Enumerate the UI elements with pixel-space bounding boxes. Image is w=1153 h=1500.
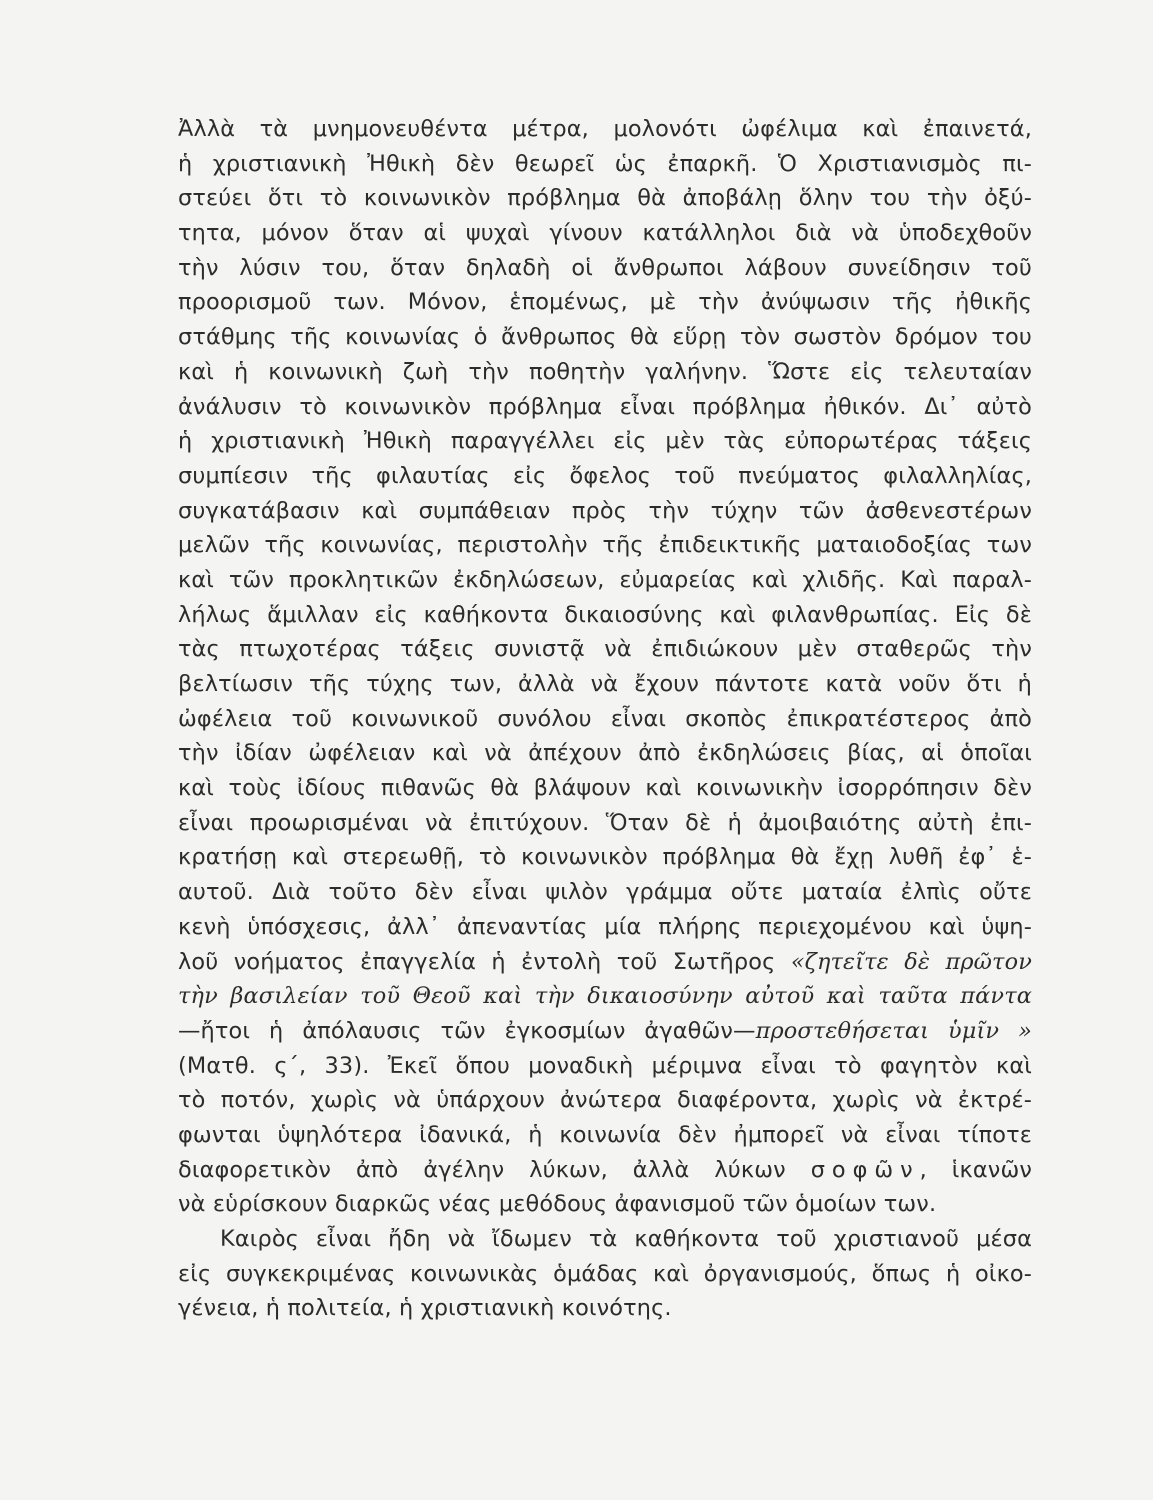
text-line: [178, 390, 1032, 425]
text-segment: ὠφέλεια τοῦ κοινωνικοῦ συνόλου εἶναι σκοπὸς ἐπικρατέστερος ἀπὸ: [178, 705, 1032, 732]
text-segment: κρατήσῃ καὶ στερεωθῇ, τὸ κοινωνικὸν πρόβλημα θὰ ἔχῃ λυθῆ ἐφ᾿ ἑ-: [178, 844, 1032, 871]
text-segment: καὶ τῶν προκλητικῶν ἐκδηλώσεων, εὐμαρείας καὶ χλιδῆς. Καὶ παραλ-: [178, 566, 1032, 593]
text-line: [178, 147, 1032, 182]
text-line: [178, 181, 1032, 216]
text-line: [178, 285, 1032, 320]
text-line: [178, 840, 1032, 875]
italic-quote-segment: προστεθήσεται ὑμῖν »: [755, 1017, 1033, 1044]
text-segment: Καιρὸς εἶναι ἤδη νὰ ἴδωμεν τὰ καθήκοντα τοῦ χριστιανοῦ μέσα: [220, 1226, 1032, 1252]
text-line: [178, 424, 1032, 459]
text-line: [178, 320, 1032, 355]
text-line: [178, 1118, 1032, 1153]
text-line: [178, 494, 1032, 529]
text-line: [178, 702, 1032, 737]
text-segment: , ἱκανῶν: [919, 1156, 1032, 1183]
text-segment: τὸ ποτόν, χωρὶς νὰ ὑπάρχουν ἀνώτερα διαφέροντα, χωρὶς νὰ ἐκτρέ-: [178, 1087, 1032, 1114]
text-line: [178, 667, 1032, 702]
text-segment: μελῶν τῆς κοινωνίας, περιστολὴν τῆς ἐπιδεικτικῆς ματαιοδοξίας των: [178, 532, 1032, 559]
text-line: [178, 632, 1032, 667]
text-segment: Ἀλλὰ τὰ μνημονευθέντα μέτρα, μολονότι ὠφέλιμα καὶ ἐπαινετά,: [178, 116, 1032, 142]
text-segment: ἡ χριστιανικὴ Ἠθικὴ παραγγέλλει εἰς μὲν τὰς εὐπορωτέρας τάξεις: [178, 428, 1032, 455]
text-line: [178, 771, 1032, 806]
text-line: [178, 1049, 1032, 1084]
text-line: [178, 528, 1032, 563]
text-segment: —ἤτοι ἡ ἀπόλαυσις τῶν ἐγκοσμίων ἀγαθῶν—: [178, 1017, 756, 1044]
text-line: [178, 875, 1032, 910]
text-line: [178, 1222, 1032, 1257]
text-segment: νὰ εὑρίσκουν διαρκῶς νέας μεθόδους ἀφανισμοῦ τῶν ὁμοίων των.: [178, 1191, 937, 1218]
text-segment: εἰς συγκεκριμένας κοινωνικὰς ὁμάδας καὶ ὀργανισμούς, ὅπως ἡ οἰκο-: [178, 1260, 1032, 1287]
text-line: [178, 216, 1032, 251]
text-segment: γένεια, ἡ πολιτεία, ἡ χριστιανικὴ κοινότης.: [178, 1295, 672, 1322]
text-segment: συμπίεσιν τῆς φιλαυτίας εἰς ὄφελος τοῦ πνεύματος φιλαλληλίας,: [178, 462, 1032, 489]
text-line: [178, 806, 1032, 841]
text-segment: λοῦ νοήματος ἐπαγγελία ἡ ἐντολὴ τοῦ Σωτῆρος: [178, 948, 791, 975]
text-segment: συγκατάβασιν καὶ συμπάθειαν πρὸς τὴν τύχην τῶν ἀσθενεστέρων: [178, 497, 1032, 524]
text-segment: στάθμης τῆς κοινωνίας ὁ ἄνθρωπος θὰ εὕρῃ τὸν σωστὸν δρόμον του: [178, 324, 1032, 351]
text-line: [178, 736, 1032, 771]
italic-quote-segment: τὴν βασιλείαν τοῦ Θεοῦ καὶ τὴν δικαιοσύνην αὐτοῦ καὶ ταῦτα πάντα: [178, 983, 1032, 1010]
text-line: [178, 598, 1032, 633]
text-segment: τὴν λύσιν του, ὅταν δηλαδὴ οἱ ἄνθρωποι λάβουν συνείδησιν τοῦ: [178, 254, 1032, 281]
text-line: [178, 1187, 1032, 1222]
text-segment: κενὴ ὑπόσχεσις, ἀλλ᾿ ἀπεναντίας μία πλήρης περιεχομένου καὶ ὑψη-: [178, 913, 1032, 940]
text-segment: διαφορετικὸν ἀπὸ ἀγέλην λύκων, ἀλλὰ λύκων: [178, 1156, 811, 1183]
text-line: [178, 563, 1032, 598]
text-segment: στεύει ὅτι τὸ κοινωνικὸν πρόβλημα θὰ ἀποβάλῃ ὅλην του τὴν ὀξύ-: [178, 185, 1032, 212]
text-segment: αυτοῦ. Διὰ τοῦτο δὲν εἶναι ψιλὸν γράμμα οὔτε ματαία ἐλπὶς οὔτε: [178, 879, 1032, 906]
text-segment: λήλως ἅμιλλαν εἰς καθήκοντα δικαιοσύνης καὶ φιλανθρωπίας. Εἰς δὲ: [178, 601, 1032, 628]
spaced-emphasis-segment: σοφῶν: [810, 1156, 920, 1183]
body-text: [178, 112, 1032, 1326]
text-line: [178, 1014, 1032, 1049]
text-segment: βελτίωσιν τῆς τύχης των, ἀλλὰ νὰ ἔχουν πάντοτε κατὰ νοῦν ὅτι ἡ: [178, 671, 1032, 697]
text-line: [178, 1291, 1032, 1326]
text-line: [178, 355, 1032, 390]
text-line: [178, 1153, 1032, 1188]
text-line: [178, 251, 1032, 286]
italic-quote-segment: «ζητεῖτε δὲ πρῶτον: [790, 948, 1032, 975]
text-segment: (Ματθ. ς΄, 33). Ἐκεῖ ὅπου μοναδικὴ μέριμνα εἶναι τὸ φαγητὸν καὶ: [178, 1052, 1032, 1079]
text-line: [178, 1083, 1032, 1118]
text-line: [178, 945, 1032, 980]
text-line: [178, 459, 1032, 494]
text-segment: ἀνάλυσιν τὸ κοινωνικὸν πρόβλημα εἶναι πρόβλημα ἠθικόν. Δι᾿ αὐτὸ: [178, 393, 1032, 420]
text-segment: καὶ ἡ κοινωνικὴ ζωὴ τὴν ποθητὴν γαλήνην. Ὥστε εἰς τελευταίαν: [178, 358, 1032, 385]
text-segment: τητα, μόνον ὅταν αἱ ψυχαὶ γίνουν κατάλληλοι διὰ νὰ ὑποδεχθοῦν: [178, 220, 1032, 247]
text-segment: εἶναι προωρισμέναι νὰ ἐπιτύχουν. Ὅταν δὲ ἡ ἀμοιβαιότης αὐτὴ ἐπι-: [178, 809, 1032, 836]
text-line: [178, 910, 1032, 945]
text-segment: τὰς πτωχοτέρας τάξεις συνιστᾷ νὰ ἐπιδιώκουν μὲν σταθερῶς τὴν: [178, 636, 1032, 663]
text-segment: ἡ χριστιανικὴ Ἠθικὴ δὲν θεωρεῖ ὡς ἐπαρκῆ. Ὁ Χριστιανισμὸς πι-: [178, 150, 1032, 177]
text-segment: καὶ τοὺς ἰδίους πιθανῶς θὰ βλάψουν καὶ κοινωνικὴν ἰσορρόπησιν δὲν: [178, 775, 1032, 802]
text-line: [178, 1257, 1032, 1292]
text-segment: προορισμοῦ των. Μόνον, ἑπομένως, μὲ τὴν ἀνύψωσιν τῆς ἠθικῆς: [178, 289, 1032, 316]
text-segment: φωνται ὑψηλότερα ἰδανικά, ἡ κοινωνία δὲν ἠμπορεῖ νὰ εἶναι τίποτε: [178, 1121, 1032, 1148]
text-line: [178, 112, 1032, 147]
text-line: [178, 979, 1032, 1014]
text-segment: τὴν ἰδίαν ὠφέλειαν καὶ νὰ ἀπέχουν ἀπὸ ἐκδηλώσεις βίας, αἱ ὁποῖαι: [178, 740, 1032, 767]
